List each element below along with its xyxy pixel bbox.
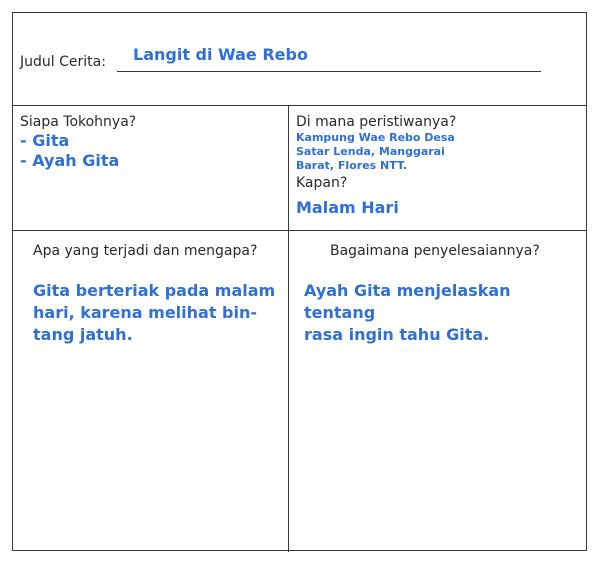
place-question: Di mana peristiwanya? [296,114,457,130]
place-answer-line: Kampung Wae Rebo Desa [296,131,455,144]
resolution-answer [304,280,584,346]
place-answer-line: Barat, Flores NTT. [296,159,407,172]
title-row [13,13,586,106]
resolution-question: Bagaimana penyelesaiannya? [330,243,540,259]
character-item: - Gita [20,131,70,150]
place-answer-line: Satar Lenda, Manggarai [296,145,445,158]
resolution-answer-line: Ayah Gita menjelaskan tentang [304,281,511,322]
events-answer-line: hari, karena melihat bin- [33,303,258,322]
events-question: Apa yang terjadi dan mengapa? [33,243,258,259]
characters-question: Siapa Tokohnya? [20,114,137,130]
time-question: Kapan? [296,175,348,191]
resolution-answer-line: rasa ingin tahu Gita. [304,325,490,344]
characters-cell [13,106,288,178]
story-title-underline [117,71,541,72]
events-answer-line: tang jatuh. [33,325,133,344]
events-answer-line: Gita berteriak pada malam [33,281,276,300]
characters-setting-row [13,106,586,231]
story-map-worksheet [12,12,587,551]
events-resolution-row [13,231,586,552]
setting-cell [289,106,587,225]
character-item: - Ayah Gita [20,151,120,170]
time-answer: Malam Hari [296,198,399,217]
story-title-label: Judul Cerita: [20,54,106,70]
story-title-value: Langit di Wae Rebo [133,45,308,64]
events-answer [33,280,283,346]
